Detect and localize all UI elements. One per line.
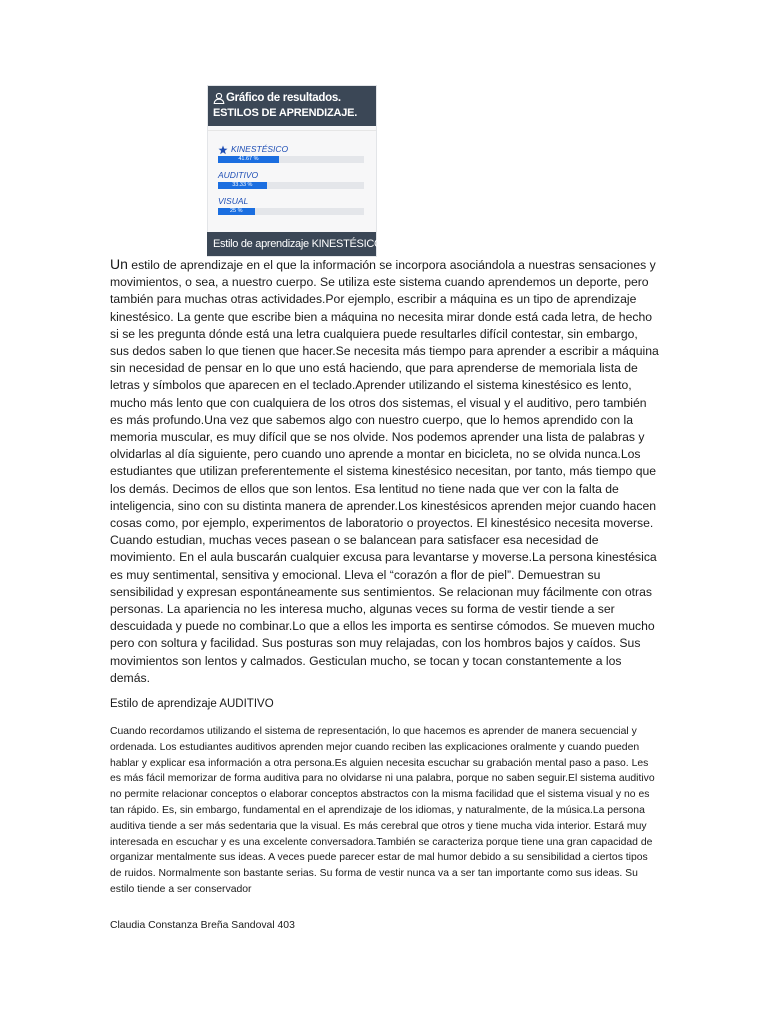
result-bar-track	[218, 208, 364, 215]
first-word: Un	[110, 256, 128, 272]
card-footer: Estilo de aprendizaje KINESTÉSICO	[207, 232, 376, 256]
result-bar-fill: 41.67 %	[218, 156, 279, 163]
result-label: KINESTÉSICO	[231, 144, 289, 154]
card-divider	[208, 130, 376, 131]
user-icon	[213, 92, 225, 104]
author-line: Claudia Constanza Breña Sandoval 403	[110, 920, 295, 931]
star-icon	[218, 145, 228, 155]
results-card	[207, 85, 383, 257]
auditory-heading: Estilo de aprendizaje AUDITIVO	[110, 698, 274, 710]
result-bar-track	[218, 182, 364, 189]
kinesthetic-paragraph-text: estilo de aprendizaje en el que la información se incorpora asociándola a nuestras sensaciones y movimientos, o sea, a nuestro cuerpo. Se utiliza este sistema cuando aprendemos un deporte, pero también para muchas otras actividades.Por ejemplo, escribir a máquina es un tipo de aprendizaje kinestésico. La gente que escribe bien a máquina no necesita mirar donde está cada letra, de hecho si se les pregunta dónde está una letra cualquiera puede resultarles difícil contestar, sin embargo, sus dedos saben lo que tienen que hacer.Se necesita más tiempo para aprender a escribir a máquina sin necesidad de pensar en lo que uno está haciendo, que para aprenderse de memoriala lista de letras y símbolos que aparecen en el teclado.Aprender utilizando el sistema kinestésico es lento, mucho más lento que con cualquiera de los otros dos sistemas, el visual y el auditivo, pero también es más profundo.Una vez que sabemos algo con nuestro cuerpo, que lo hemos aprendido con la memoria muscular, es muy difícil que se nos olvide. Nos podemos aprender una lista de palabras y olvidarlas al día siguiente, pero cuando uno aprende a montar en bicicleta, no se olvida nunca.Los estudiantes que utilizan preferentemente el sistema kinestésico necesitan, por tanto, más tiempo que los demás. Decimos de ellos que son lentos. Esa lentitud no tiene nada que ver con la falta de inteligencia, sino con su distinta manera de aprender.Los kinestésicos aprenden mejor cuando hacen cosas como, por ejemplo, experimentos de laboratorio o proyectos. El kinestésico necesita moverse. Cuando estudian, muchas veces pasean o se balancean para satisfacer esa necesidad de movimiento. En el aula buscarán cualquier excusa para levantarse y moverse.La persona kinestésica es muy sentimental, sensitiva y emocional. Lleva el “corazón a flor de piel”. Demuestran su sensibilidad y expresan espontáneamente sus sentimientos. Se relacionan muy fácilmente con otras personas. La apariencia no les interesa mucho, algunas veces su forma de vestir tiende a ser descuidada y puede no combinar.Lo que a ellos les importa es sentirse cómodos. Se mueven mucho pero con soltura y facilidad. Sus posturas son muy relajadas, con los hombros bajos y caídos. Sus movimientos son lentos y calmados. Gesticulan mucho, se tocan y tocan constantemente a los demás.	[110, 258, 659, 685]
kinesthetic-paragraph	[110, 256, 660, 687]
card-header	[208, 86, 376, 126]
result-label: AUDITIVO	[218, 170, 259, 180]
result-label: VISUAL	[218, 196, 249, 206]
card-title-line1: Gráfico de resultados.	[226, 92, 341, 104]
auditory-paragraph: Cuando recordamos utilizando el sistema de representación, lo que hacemos es aprender de manera secuencial y ordenada. Los estudiantes auditivos aprenden mejor cuando reciben las explicaciones oralmente y cuando pueden hablar y explicar esa información a otra persona.Es alguien necesita escuchar su grabación mental paso a paso. Les es más fácil memorizar de forma auditiva para no olvidarse ni una palabra, porque no saben seguir.El sistema auditivo no permite relacionar conceptos o elaborar conceptos abstractos con la misma facilidad que el sistema visual y no es tan rápido. Es, sin embargo, fundamental en el aprendizaje de los idiomas, y naturalmente, de la música.La persona auditiva tiende a ser más sedentaria que la visual. Es más cerebral que otros y tiene mucha vida interior. Estará muy interesada en escuchar y es una excelente conversadora.También se caracteriza porque tiene una gran capacidad de organizar mentalmente sus ideas. A veces puede parecer estar de mal humor debido a su sensibilidad a ciertos tipos de ruidos. Normalmente son bastante serias. Su forma de vestir nunca va a ser tan importante como sus ideas. Su estilo tiende a ser conservador	[110, 726, 655, 895]
card-title-line2: ESTILOS DE APRENDIZAJE.	[213, 107, 358, 119]
result-bar-fill: 33.33 %	[218, 182, 267, 189]
result-bar-track	[218, 156, 364, 163]
result-bar-fill: 25 %	[218, 208, 255, 215]
